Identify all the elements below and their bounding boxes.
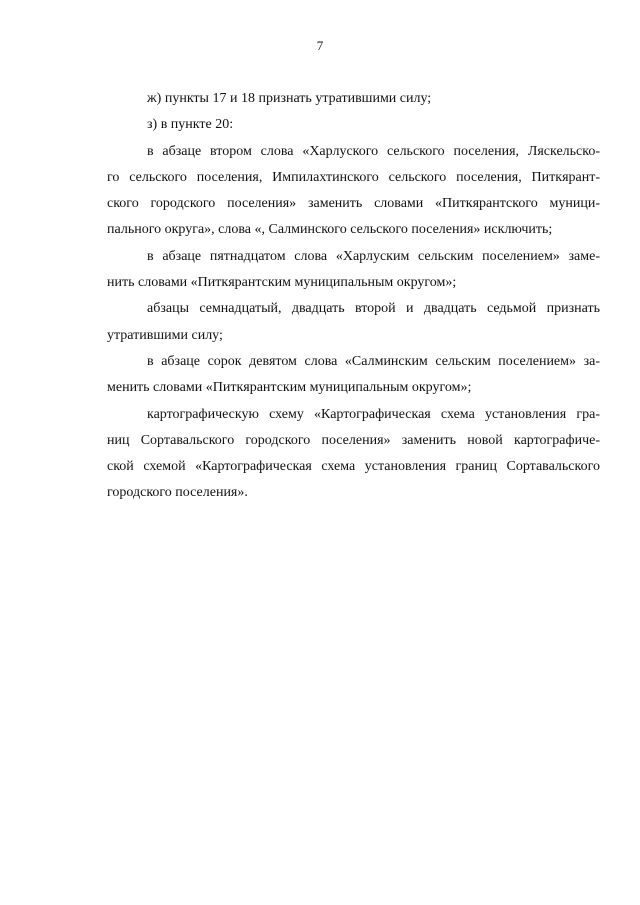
text-line: ниц Сортавальского городского поселения» заменить новой картографиче-: [107, 432, 600, 448]
text-line: нить словами «Питкярантским муниципальным округом»;: [107, 275, 457, 291]
text-line: го сельского поселения, Импилахтинского сельского поселения, Питкярант-: [107, 169, 600, 185]
text-line: ской схемой «Картографическая схема установления границ Сортавальского: [107, 459, 600, 475]
text-line: пального округа», слова «, Салминского сельского поселения» исключить;: [107, 222, 553, 238]
text-line: менить словами «Питкярантским муниципальным округом»;: [107, 380, 472, 396]
text-line: абзацы семнадцатый, двадцать второй и двадцать седьмой признать: [147, 301, 600, 317]
text-line: утратившими силу;: [107, 327, 223, 343]
page-number: 7: [316, 38, 324, 53]
text-line: з) в пункте 20:: [147, 117, 234, 133]
text-line: в абзаце сорок девятом слова «Салминским сельским поселением» за-: [147, 353, 600, 369]
text-line: картографическую схему «Картографическая схема установления гра-: [147, 406, 600, 422]
text-line: в абзаце пятнадцатом слова «Харлуским сельским поселением» заме-: [147, 248, 600, 264]
document-body: [107, 86, 600, 507]
text-line: ского городского поселения» заменить словами «Питкярантского муници-: [107, 196, 600, 212]
text-line: в абзаце втором слова «Харлуского сельского поселения, Ляскельско-: [147, 143, 600, 159]
text-line: ж) пункты 17 и 18 признать утратившими силу;: [147, 91, 432, 106]
text-line: городского поселения».: [107, 485, 248, 501]
